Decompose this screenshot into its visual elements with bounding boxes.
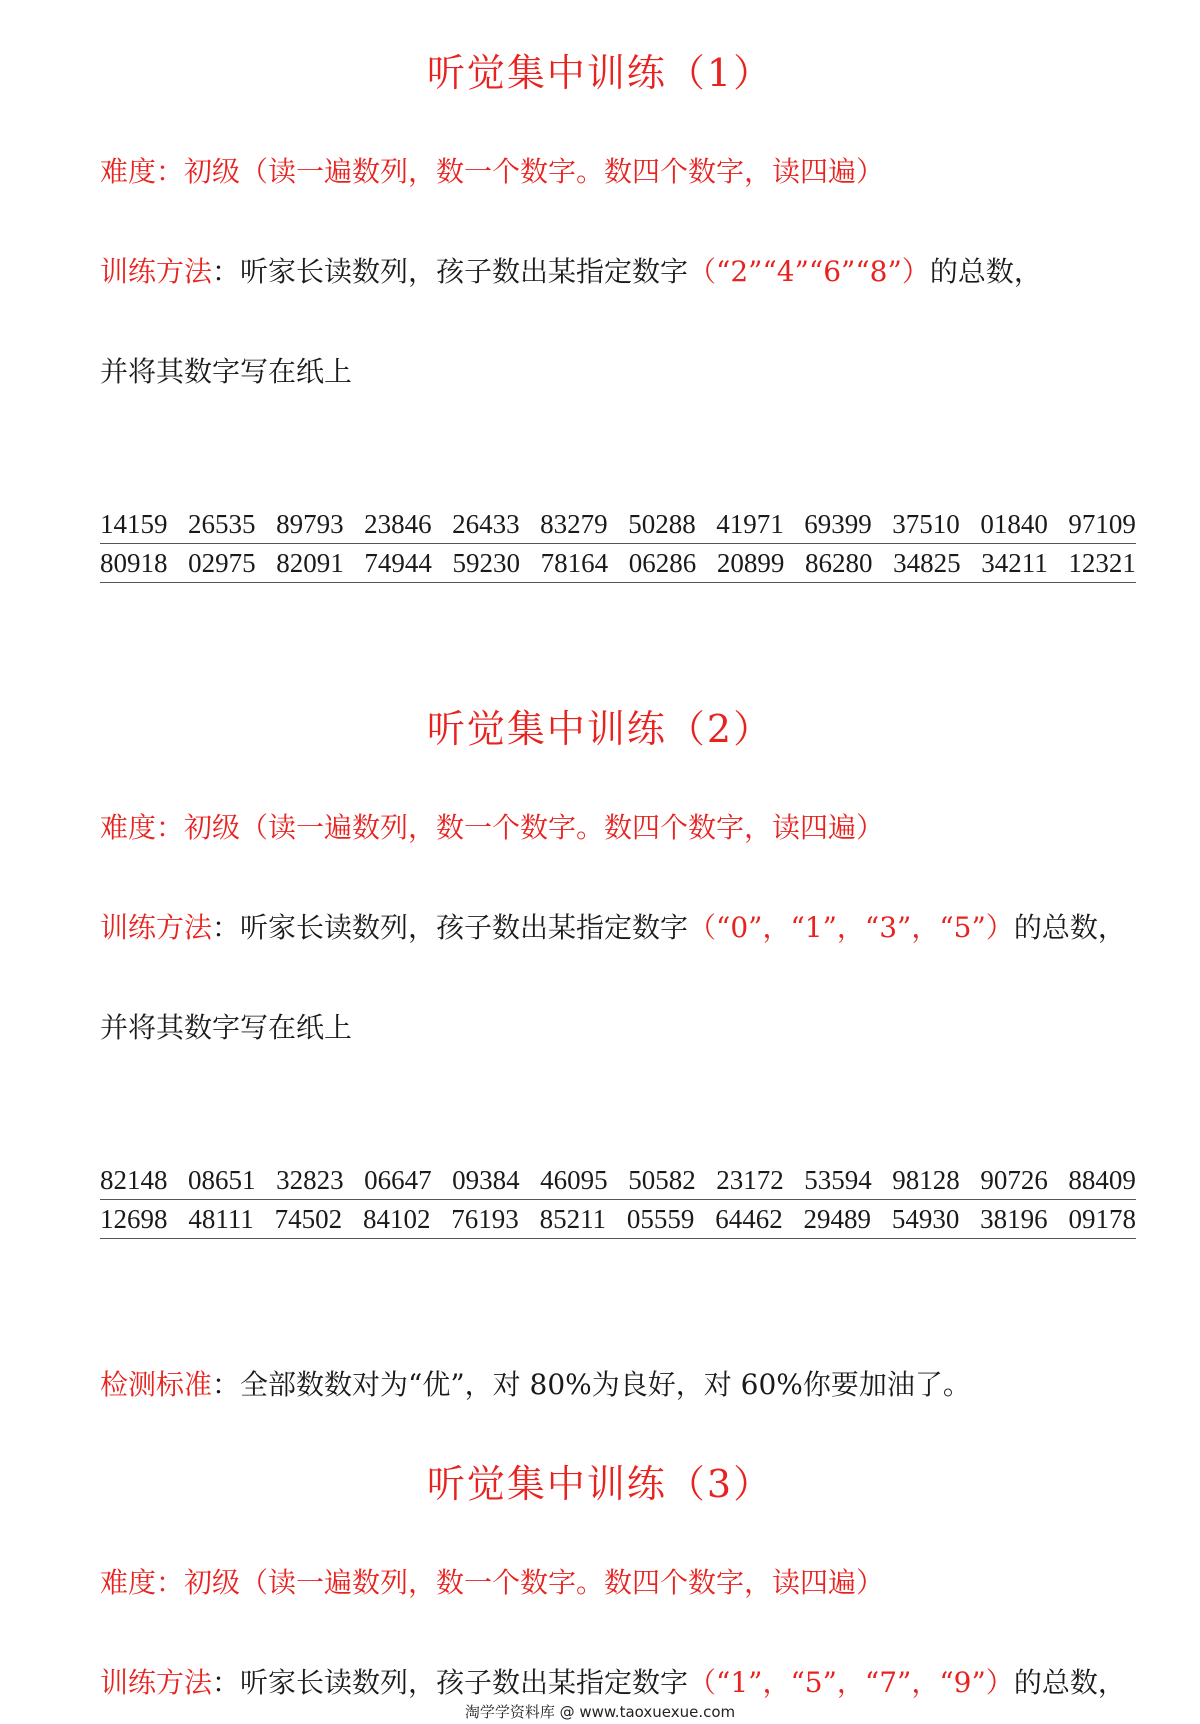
digit-group: 46095 bbox=[540, 1165, 608, 1195]
digit-group: 74502 bbox=[274, 1204, 343, 1234]
digit-group: 06647 bbox=[364, 1165, 432, 1195]
footer-watermark: 淘学学资料库 @ www.taoxuexue.com bbox=[464, 1703, 736, 1721]
section-2-difficulty: 难度：初级（读一遍数列，数一个数字。数四个数字，读四遍） bbox=[100, 811, 885, 844]
digit-group: 69399 bbox=[804, 509, 872, 539]
method-text: ：听家长读数列，孩子数出某指定数字 bbox=[212, 1666, 689, 1699]
digit-group: 14159 bbox=[100, 509, 168, 539]
standard-text: ：全部数数对为“优”，对 80%为良好，对 60%你要加油了。 bbox=[212, 1368, 971, 1401]
digit-group: 86280 bbox=[805, 548, 873, 578]
digit-group: 85211 bbox=[539, 1204, 607, 1234]
digit-group: 08651 bbox=[188, 1165, 256, 1195]
detection-standard bbox=[100, 1365, 971, 1405]
digit-group: 38196 bbox=[980, 1204, 1048, 1234]
section-3-difficulty: 难度：初级（读一遍数列，数一个数字。数四个数字，读四遍） bbox=[100, 1566, 885, 1599]
digit-group: 64462 bbox=[715, 1204, 783, 1234]
digit-group: 97109 bbox=[1068, 509, 1136, 539]
digit-group: 01840 bbox=[980, 509, 1048, 539]
section-1-title: 听觉集中训练（1） bbox=[426, 51, 774, 95]
digit-group: 12321 bbox=[1068, 548, 1136, 578]
section-2-title: 听觉集中训练（2） bbox=[426, 707, 774, 751]
digit-group: 78164 bbox=[540, 548, 609, 578]
section-1-digit-row-1 bbox=[100, 505, 1136, 544]
digit-group: 37510 bbox=[892, 509, 960, 539]
digit-group: 09178 bbox=[1068, 1204, 1136, 1234]
method-text: ：听家长读数列，孩子数出某指定数字 bbox=[212, 911, 689, 944]
digit-group: 34825 bbox=[893, 548, 961, 578]
section-1-method bbox=[100, 252, 1042, 292]
digit-group: 80918 bbox=[100, 548, 168, 578]
digit-group: 26535 bbox=[188, 509, 256, 539]
target-digits: （“2”“4”“6”“8”） bbox=[688, 255, 930, 288]
digit-group: 84102 bbox=[362, 1204, 431, 1234]
digit-group: 82091 bbox=[276, 548, 344, 578]
digit-group: 54930 bbox=[891, 1204, 960, 1234]
digit-group: 23846 bbox=[364, 509, 432, 539]
digit-group: 09384 bbox=[452, 1165, 520, 1195]
digit-group: 06286 bbox=[628, 548, 697, 578]
section-2-method bbox=[100, 908, 1126, 948]
digit-group: 50582 bbox=[628, 1165, 696, 1195]
section-1-method-line2: 并将其数字写在纸上 bbox=[100, 355, 353, 388]
section-3-title: 听觉集中训练（3） bbox=[426, 1462, 774, 1506]
digit-group: 29489 bbox=[803, 1204, 871, 1234]
digit-group: 53594 bbox=[804, 1165, 872, 1195]
target-digits: （“0”，“1”，“3”，“5”） bbox=[688, 911, 1014, 944]
digit-group: 50288 bbox=[628, 509, 696, 539]
digit-group: 41971 bbox=[716, 509, 784, 539]
method-label: 训练方法 bbox=[100, 911, 213, 944]
digit-group: 88409 bbox=[1068, 1165, 1136, 1195]
digit-group: 02975 bbox=[188, 548, 256, 578]
section-1-difficulty: 难度：初级（读一遍数列，数一个数字。数四个数字，读四遍） bbox=[100, 155, 885, 188]
standard-label: 检测标准 bbox=[100, 1368, 213, 1401]
method-tail: 的总数， bbox=[1013, 1666, 1126, 1699]
digit-group: 23172 bbox=[716, 1165, 784, 1195]
digit-group: 74944 bbox=[364, 548, 432, 578]
digit-group: 59230 bbox=[452, 548, 520, 578]
method-text: ：听家长读数列，孩子数出某指定数字 bbox=[212, 255, 689, 288]
method-label: 训练方法 bbox=[100, 1666, 213, 1699]
digit-group: 76193 bbox=[451, 1204, 519, 1234]
section-1-digit-row-2 bbox=[100, 544, 1136, 583]
digit-group: 26433 bbox=[452, 509, 520, 539]
digit-group: 32823 bbox=[276, 1165, 344, 1195]
section-2-method-line2: 并将其数字写在纸上 bbox=[100, 1011, 353, 1044]
section-2-digit-row-2 bbox=[100, 1200, 1136, 1239]
digit-group: 98128 bbox=[892, 1165, 960, 1195]
digit-group: 12698 bbox=[100, 1204, 168, 1234]
digit-group: 82148 bbox=[100, 1165, 168, 1195]
digit-group: 34211 bbox=[981, 548, 1048, 578]
section-3-method bbox=[100, 1663, 1126, 1703]
digit-group: 90726 bbox=[980, 1165, 1048, 1195]
method-label: 训练方法 bbox=[100, 255, 213, 288]
target-digits: （“1”，“5”，“7”，“9”） bbox=[688, 1666, 1014, 1699]
method-tail: 的总数， bbox=[1013, 911, 1126, 944]
digit-group: 83279 bbox=[540, 509, 608, 539]
section-2-digit-row-1 bbox=[100, 1161, 1136, 1200]
digit-group: 20899 bbox=[716, 548, 785, 578]
digit-group: 05559 bbox=[626, 1204, 695, 1234]
digit-group: 48111 bbox=[188, 1204, 254, 1234]
digit-group: 89793 bbox=[276, 509, 344, 539]
method-tail: 的总数， bbox=[929, 255, 1042, 288]
